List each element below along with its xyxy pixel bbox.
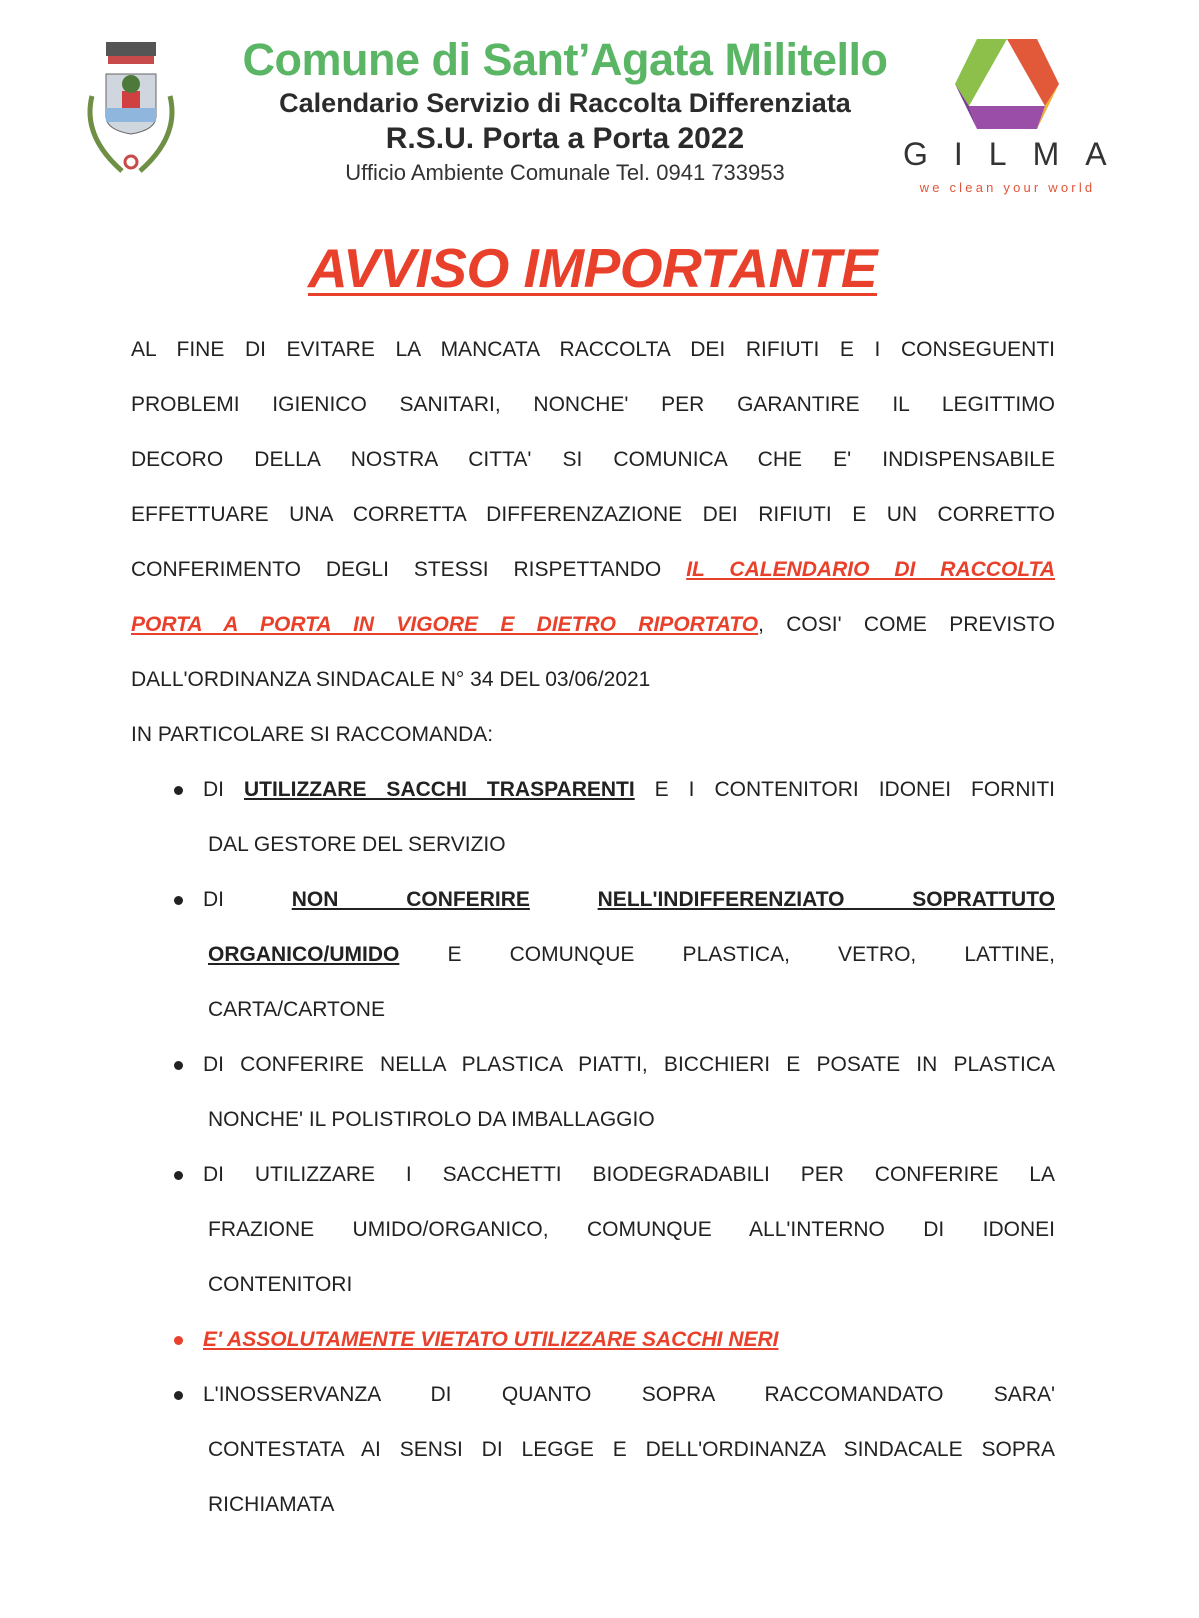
bullet-item [131, 1037, 1055, 1092]
bullet-continuation-line [131, 927, 1055, 982]
calendar-subtitle: Calendario Servizio di Raccolta Differenziata [279, 88, 851, 118]
bullet-continuation-line [131, 1422, 1055, 1477]
text-segment: CONTENITORI [208, 1273, 353, 1296]
gilma-logo [895, 34, 1133, 195]
text-segment: E COMUNQUE PLASTICA, VETRO, LATTINE, [399, 943, 1055, 966]
highlighted-red-text: PORTA A PORTA IN VIGORE E DIETRO RIPORTATO [131, 613, 759, 636]
bullet-continuation-line [131, 1202, 1055, 1257]
text-segment: L'INOSSERVANZA DI QUANTO SOPRA RACCOMANDATO SARA' [203, 1383, 1055, 1406]
paragraph-line [131, 322, 1055, 377]
bullet-item [131, 1367, 1055, 1422]
text-segment: IN PARTICOLARE SI RACCOMANDA: [131, 723, 494, 746]
text-segment: FRAZIONE UMIDO/ORGANICO, COMUNQUE ALL'INTERNO DI IDONEI [208, 1218, 1055, 1241]
paragraph-line [131, 432, 1055, 487]
text-segment [530, 888, 598, 911]
notice-title-wrap [0, 236, 1185, 300]
bullet-item [131, 762, 1055, 817]
bullet-continuation-line [131, 817, 1055, 872]
text-segment: CONTESTATA AI SENSI DI LEGGE E DELL'ORDINANZA SINDACALE SOPRA [208, 1438, 1055, 1461]
text-segment: CONFERIMENTO DEGLI STESSI RISPETTANDO [131, 558, 687, 581]
text-segment: DI [203, 778, 244, 801]
municipality-title: Comune di Sant’Agata Militello [242, 34, 888, 85]
text-segment: DECORO DELLA NOSTRA CITTA' SI COMUNICA CHE E' INDISPENSABILE [131, 448, 1055, 471]
bullet-item [131, 1147, 1055, 1202]
text-segment: RICHIAMATA [208, 1493, 335, 1516]
bullet-continuation-line [131, 1257, 1055, 1312]
paragraph-line [131, 597, 1055, 652]
office-contact: Ufficio Ambiente Comunale Tel. 0941 733953 [345, 160, 785, 185]
bullet-continuation-line [131, 1477, 1055, 1532]
paragraph-line [131, 377, 1055, 432]
emphasized-text: NON CONFERIRE [291, 888, 530, 911]
service-title: R.S.U. Porta a Porta 2022 [385, 122, 745, 155]
paragraph-line [131, 542, 1055, 597]
bullet-continuation-line [131, 982, 1055, 1037]
text-segment: , COSI' COME PREVISTO [758, 613, 1055, 636]
highlighted-red-text: E' ASSOLUTAMENTE VIETATO UTILIZZARE SACCHI NERI [203, 1328, 779, 1351]
text-segment: EFFETTUARE UNA CORRETTA DIFFERENZAZIONE DEI RIFIUTI E UN CORRETTO [131, 503, 1055, 526]
emphasized-text: ORGANICO/UMIDO [208, 943, 400, 966]
paragraph-line [131, 652, 1055, 707]
text-segment: AL FINE DI EVITARE LA MANCATA RACCOLTA DEI RIFIUTI E I CONSEGUENTI [131, 338, 1055, 361]
gilma-tagline: we clean your world [919, 180, 1096, 195]
highlighted-red-text: IL CALENDARIO DI RACCOLTA [686, 558, 1055, 581]
paragraph-line [131, 707, 1055, 762]
paragraph-line [131, 487, 1055, 542]
text-segment: E I CONTENITORI IDONEI FORNITI [634, 778, 1055, 801]
text-segment: DAL GESTORE DEL SERVIZIO [208, 833, 506, 856]
emphasized-text: UTILIZZARE SACCHI TRASPARENTI [243, 778, 635, 801]
text-segment: NONCHE' IL POLISTIROLO DA IMBALLAGGIO [208, 1108, 655, 1131]
header [200, 34, 930, 188]
emphasized-text: NELL'INDIFFERENZIATO SOPRATTUTO [597, 888, 1055, 911]
text-segment: PROBLEMI IGIENICO SANITARI, NONCHE' PER GARANTIRE IL LEGITTIMO [131, 393, 1055, 416]
text-segment: DI [203, 888, 292, 911]
municipal-coat-of-arms-logo [72, 36, 190, 181]
bullet-item [131, 1312, 1055, 1367]
notice-body [131, 322, 1055, 1532]
text-segment: DALL'ORDINANZA SINDACALE N° 34 DEL 03/06/2021 [131, 668, 651, 691]
text-segment: DI CONFERIRE NELLA PLASTICA PIATTI, BICCHIERI E POSATE IN PLASTICA [203, 1053, 1055, 1076]
gilma-hexagon-icon [947, 34, 1067, 134]
text-segment: DI UTILIZZARE I SACCHETTI BIODEGRADABILI PER CONFERIRE LA [203, 1163, 1055, 1186]
text-segment: CARTA/CARTONE [208, 998, 385, 1021]
notice-title: AVVISO IMPORTANTE [307, 237, 878, 299]
bullet-item [131, 872, 1055, 927]
bullet-continuation-line [131, 1092, 1055, 1147]
gilma-name: GILMA [903, 136, 1133, 172]
